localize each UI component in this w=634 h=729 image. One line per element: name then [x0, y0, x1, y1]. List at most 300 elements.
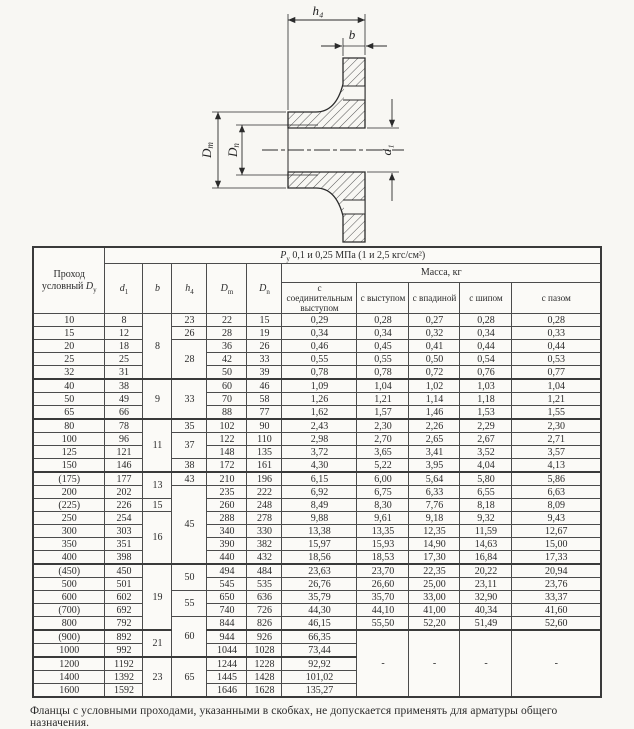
- table-cell: 200: [33, 486, 105, 499]
- table-cell: 15: [247, 314, 282, 327]
- table-row: [33, 630, 601, 644]
- table-cell: 3,57: [512, 446, 601, 459]
- table-row: [33, 525, 601, 538]
- table-cell: 146: [105, 459, 143, 473]
- table-cell: 44,30: [282, 604, 357, 617]
- table-cell: 135: [247, 446, 282, 459]
- table-cell: 25: [105, 353, 143, 366]
- table-cell: 28: [207, 327, 247, 340]
- table-cell: 5,64: [409, 472, 460, 486]
- table-cell: 350: [33, 538, 105, 551]
- table-cell: 636: [247, 591, 282, 604]
- table-cell: 65: [172, 657, 207, 697]
- table-cell: 400: [33, 551, 105, 565]
- table-cell: 38: [172, 459, 207, 473]
- table-cell: 1244: [207, 657, 247, 671]
- table-cell: 55: [172, 591, 207, 617]
- table-cell: 135,27: [282, 684, 357, 698]
- table-cell: 740: [207, 604, 247, 617]
- table-cell: 13,35: [357, 525, 409, 538]
- table-row: [33, 327, 601, 340]
- table-row: [33, 578, 601, 591]
- table-cell: 535: [247, 578, 282, 591]
- table-cell: 2,67: [460, 433, 512, 446]
- table-cell: 32,90: [460, 591, 512, 604]
- table-cell: 288: [207, 512, 247, 525]
- table-cell: 60: [172, 617, 207, 658]
- table-cell: 4,13: [512, 459, 601, 473]
- table-cell: 0,44: [512, 340, 601, 353]
- table-cell: 3,52: [460, 446, 512, 459]
- table-cell: 8: [143, 314, 172, 380]
- table-cell: 9,43: [512, 512, 601, 525]
- table-cell: 8,09: [512, 499, 601, 512]
- table-cell: 12,67: [512, 525, 601, 538]
- table-cell: 1,21: [357, 393, 409, 406]
- table-cell: 4,30: [282, 459, 357, 473]
- table-cell: 23: [143, 657, 172, 697]
- header-Dm: $D_m$: [207, 264, 247, 314]
- table-cell: 4,04: [460, 459, 512, 473]
- table-cell: 161: [247, 459, 282, 473]
- table-cell: 15: [143, 499, 172, 512]
- table-row: [33, 379, 601, 393]
- table-cell: 440: [207, 551, 247, 565]
- table-cell: 80: [33, 419, 105, 433]
- table-cell: 6,15: [282, 472, 357, 486]
- table-cell: 41,00: [409, 604, 460, 617]
- table-cell: 2,43: [282, 419, 357, 433]
- table-cell: 1,53: [460, 406, 512, 420]
- table-cell: 1646: [207, 684, 247, 698]
- table-cell: 77: [247, 406, 282, 420]
- table-cell: (225): [33, 499, 105, 512]
- header-d1: $d_1$: [105, 264, 143, 314]
- table-cell: 398: [105, 551, 143, 565]
- table-cell: 7,76: [409, 499, 460, 512]
- table-cell: 6,33: [409, 486, 460, 499]
- table-cell: 1445: [207, 671, 247, 684]
- table-cell: 122: [207, 433, 247, 446]
- table-cell: 9,61: [357, 512, 409, 525]
- table-body: [33, 314, 601, 698]
- table-cell: 0,41: [409, 340, 460, 353]
- table-cell: 102: [207, 419, 247, 433]
- table-cell: 494: [207, 564, 247, 578]
- table-cell: 340: [207, 525, 247, 538]
- table-cell: 20,94: [512, 564, 601, 578]
- table-cell: 2,98: [282, 433, 357, 446]
- table-cell: 35: [172, 419, 207, 433]
- table-cell: -: [357, 630, 409, 697]
- header-mass-col-4: с пазом: [512, 283, 601, 314]
- table-cell: 66: [105, 406, 143, 420]
- table-cell: 692: [105, 604, 143, 617]
- table-cell: 60: [207, 379, 247, 393]
- dim-label-Dm: Dm: [199, 142, 215, 158]
- table-cell: 1628: [247, 684, 282, 698]
- table-cell: -: [460, 630, 512, 697]
- table-row: [33, 551, 601, 565]
- table-cell: 33,00: [409, 591, 460, 604]
- table-cell: 826: [247, 617, 282, 631]
- table-cell: 2,29: [460, 419, 512, 433]
- header-Dn: $D_n$: [247, 264, 282, 314]
- table-cell: 25: [33, 353, 105, 366]
- table-cell: 484: [247, 564, 282, 578]
- table-cell: 3,41: [409, 446, 460, 459]
- table-cell: 18: [105, 340, 143, 353]
- table-cell: 33: [247, 353, 282, 366]
- table-cell: 892: [105, 630, 143, 644]
- table-cell: -: [409, 630, 460, 697]
- table-cell: 78: [105, 419, 143, 433]
- table-cell: 58: [247, 393, 282, 406]
- table-cell: 260: [207, 499, 247, 512]
- table-cell: 3,72: [282, 446, 357, 459]
- table-cell: 0,50: [409, 353, 460, 366]
- table-cell: 15,97: [282, 538, 357, 551]
- table-cell: 55,50: [357, 617, 409, 631]
- table-cell: 0,46: [282, 340, 357, 353]
- table-cell: 15: [33, 327, 105, 340]
- table-row: [33, 604, 601, 617]
- table-cell: 210: [207, 472, 247, 486]
- table-cell: 602: [105, 591, 143, 604]
- table-cell: 944: [207, 630, 247, 644]
- table-cell: 23,70: [357, 564, 409, 578]
- table-cell: 382: [247, 538, 282, 551]
- table-cell: 172: [207, 459, 247, 473]
- table-cell: 450: [105, 564, 143, 578]
- table-cell: 9,18: [409, 512, 460, 525]
- table-cell: 121: [105, 446, 143, 459]
- header-pass: Проход условный $D_y$: [33, 247, 105, 314]
- table-cell: 18,56: [282, 551, 357, 565]
- table-cell: 46: [247, 379, 282, 393]
- table-cell: 26,76: [282, 578, 357, 591]
- table-cell: 300: [33, 525, 105, 538]
- table-cell: 19: [247, 327, 282, 340]
- table-cell: 2,30: [357, 419, 409, 433]
- table-cell: 26: [172, 327, 207, 340]
- table-row: [33, 314, 601, 327]
- table-cell: 15,93: [357, 538, 409, 551]
- table-cell: 11,59: [460, 525, 512, 538]
- table-cell: 12: [105, 327, 143, 340]
- table-cell: 9: [143, 379, 172, 419]
- table-cell: 1428: [247, 671, 282, 684]
- table-cell: 1600: [33, 684, 105, 698]
- dim-label-d1: d₁: [379, 144, 394, 156]
- table-cell: 22: [207, 314, 247, 327]
- table-cell: 8,30: [357, 499, 409, 512]
- table-cell: 150: [33, 459, 105, 473]
- table-cell: 5,22: [357, 459, 409, 473]
- table-cell: 390: [207, 538, 247, 551]
- table-row: [33, 486, 601, 499]
- table-cell: 42: [207, 353, 247, 366]
- table-cell: 0,54: [460, 353, 512, 366]
- table-cell: 2,71: [512, 433, 601, 446]
- table-cell: 16: [143, 512, 172, 565]
- table-cell: 330: [247, 525, 282, 538]
- table-cell: 10: [33, 314, 105, 327]
- table-cell: 545: [207, 578, 247, 591]
- table-cell: 13,38: [282, 525, 357, 538]
- table-cell: 17,30: [409, 551, 460, 565]
- table-cell: 15,00: [512, 538, 601, 551]
- table-cell: 1,21: [512, 393, 601, 406]
- table-cell: 351: [105, 538, 143, 551]
- table-cell: 43: [172, 472, 207, 486]
- table-cell: 33,37: [512, 591, 601, 604]
- table-cell: 40,34: [460, 604, 512, 617]
- table-cell: 196: [247, 472, 282, 486]
- table-row: [33, 499, 601, 512]
- table-cell: 0,55: [357, 353, 409, 366]
- table-cell: 432: [247, 551, 282, 565]
- table-cell: 1228: [247, 657, 282, 671]
- table-cell: 1392: [105, 671, 143, 684]
- table-cell: 38: [105, 379, 143, 393]
- table-cell: 20,22: [460, 564, 512, 578]
- table-cell: 500: [33, 578, 105, 591]
- table-cell: 46,15: [282, 617, 357, 631]
- table-cell: 148: [207, 446, 247, 459]
- table-row: [33, 538, 601, 551]
- table-cell: 0,27: [409, 314, 460, 327]
- table-cell: 96: [105, 433, 143, 446]
- table-cell: 6,75: [357, 486, 409, 499]
- table-cell: 23,11: [460, 578, 512, 591]
- table-cell: 66,35: [282, 630, 357, 644]
- table-cell: 1592: [105, 684, 143, 698]
- table-cell: 0,78: [357, 366, 409, 380]
- table-row: [33, 433, 601, 446]
- table-cell: 1,57: [357, 406, 409, 420]
- table-cell: 0,34: [460, 327, 512, 340]
- table-cell: 5,80: [460, 472, 512, 486]
- table-cell: 1,14: [409, 393, 460, 406]
- flange-table: [32, 246, 602, 698]
- table-cell: 31: [105, 366, 143, 380]
- table-cell: 52,60: [512, 617, 601, 631]
- header-mass: Масса, кг: [282, 264, 601, 283]
- table-cell: 26: [247, 340, 282, 353]
- table-cell: 50: [207, 366, 247, 380]
- table-cell: 1,04: [357, 379, 409, 393]
- table-cell: 125: [33, 446, 105, 459]
- table-cell: 992: [105, 644, 143, 658]
- table-cell: 45: [172, 486, 207, 565]
- table-cell: 39: [247, 366, 282, 380]
- table-cell: 0,32: [409, 327, 460, 340]
- table-cell: 226: [105, 499, 143, 512]
- table-cell: 16,84: [460, 551, 512, 565]
- table-cell: 3,65: [357, 446, 409, 459]
- table-cell: 1400: [33, 671, 105, 684]
- table-cell: 14,90: [409, 538, 460, 551]
- table-cell: 650: [207, 591, 247, 604]
- table-cell: 1000: [33, 644, 105, 658]
- table-row: [33, 353, 601, 366]
- table-row: [33, 406, 601, 420]
- table-cell: 9,88: [282, 512, 357, 525]
- table-cell: 11: [143, 419, 172, 472]
- table-row: [33, 591, 601, 604]
- table-cell: 110: [247, 433, 282, 446]
- header-h4: $h_4$: [172, 264, 207, 314]
- table-cell: 0,29: [282, 314, 357, 327]
- table-cell: 0,72: [409, 366, 460, 380]
- table-cell: 33: [172, 379, 207, 419]
- table-cell: 12,35: [409, 525, 460, 538]
- table-cell: 177: [105, 472, 143, 486]
- table-row: [33, 393, 601, 406]
- table-cell: 8: [105, 314, 143, 327]
- table-cell: 235: [207, 486, 247, 499]
- table-cell: 0,45: [357, 340, 409, 353]
- table-row: [33, 564, 601, 578]
- table-row: [33, 617, 601, 631]
- table-cell: 1044: [207, 644, 247, 658]
- dim-label-b: b: [348, 27, 356, 42]
- table-cell: 202: [105, 486, 143, 499]
- table-cell: 1,62: [282, 406, 357, 420]
- table-row: [33, 340, 601, 353]
- table-cell: 792: [105, 617, 143, 631]
- table-cell: 100: [33, 433, 105, 446]
- table-cell: 37: [172, 433, 207, 459]
- table-cell: 90: [247, 419, 282, 433]
- table-cell: 50: [172, 564, 207, 591]
- table-row: [33, 472, 601, 486]
- table-cell: 1,09: [282, 379, 357, 393]
- table-cell: 18,53: [357, 551, 409, 565]
- table-cell: (450): [33, 564, 105, 578]
- header-b: b: [143, 264, 172, 314]
- table-cell: 248: [247, 499, 282, 512]
- dim-label-h4: h₄: [312, 3, 324, 18]
- table-cell: 23,76: [512, 578, 601, 591]
- table-cell: (900): [33, 630, 105, 644]
- table-cell: 1,46: [409, 406, 460, 420]
- table-cell: 73,44: [282, 644, 357, 658]
- table-cell: 26,60: [357, 578, 409, 591]
- header-pressure: $P_у$ 0,1 и 0,25 МПа (1 и 2,5 кгс/см²): [105, 247, 601, 264]
- table-cell: 0,78: [282, 366, 357, 380]
- table-cell: 35,79: [282, 591, 357, 604]
- table-cell: 6,00: [357, 472, 409, 486]
- table-row: [33, 459, 601, 473]
- table-cell: 2,26: [409, 419, 460, 433]
- table-cell: 36: [207, 340, 247, 353]
- table-cell: -: [512, 630, 601, 697]
- table-cell: 0,53: [512, 353, 601, 366]
- table-cell: 9,32: [460, 512, 512, 525]
- table-cell: 0,28: [357, 314, 409, 327]
- table-cell: 20: [33, 340, 105, 353]
- table-row: [33, 419, 601, 433]
- table-cell: 3,95: [409, 459, 460, 473]
- table-cell: 22,35: [409, 564, 460, 578]
- table-cell: 25,00: [409, 578, 460, 591]
- table-cell: 1,55: [512, 406, 601, 420]
- table-cell: 17,33: [512, 551, 601, 565]
- table-cell: 8,18: [460, 499, 512, 512]
- footnote: Фланцы с условными проходами, указанными в скобках, не допускается применять для арматуры общего назначения.: [30, 705, 558, 729]
- table-row: [33, 512, 601, 525]
- table-cell: 2,70: [357, 433, 409, 446]
- table-cell: 44,10: [357, 604, 409, 617]
- table-cell: 250: [33, 512, 105, 525]
- table-cell: 1,03: [460, 379, 512, 393]
- table-cell: 844: [207, 617, 247, 631]
- table-cell: 2,30: [512, 419, 601, 433]
- flange-drawing: [0, 0, 634, 246]
- header-mass-col-0: с соединительным выступом: [282, 283, 357, 314]
- table-cell: 278: [247, 512, 282, 525]
- table-cell: 303: [105, 525, 143, 538]
- table-cell: 6,92: [282, 486, 357, 499]
- table-cell: 1,04: [512, 379, 601, 393]
- table-cell: 21: [143, 630, 172, 657]
- table-row: [33, 366, 601, 380]
- table-cell: 23: [172, 314, 207, 327]
- table-cell: 14,63: [460, 538, 512, 551]
- table-cell: 254: [105, 512, 143, 525]
- table-cell: 52,20: [409, 617, 460, 631]
- table-cell: 101,02: [282, 671, 357, 684]
- table-cell: 92,92: [282, 657, 357, 671]
- table-cell: 1192: [105, 657, 143, 671]
- table-cell: (700): [33, 604, 105, 617]
- table-cell: 0,34: [357, 327, 409, 340]
- table-cell: 13: [143, 472, 172, 499]
- table-cell: 35,70: [357, 591, 409, 604]
- table-cell: 49: [105, 393, 143, 406]
- table-cell: 1,18: [460, 393, 512, 406]
- table-cell: 800: [33, 617, 105, 631]
- table-cell: 41,60: [512, 604, 601, 617]
- table-cell: 600: [33, 591, 105, 604]
- header-mass-col-2: с впадиной: [409, 283, 460, 314]
- table-cell: 23,63: [282, 564, 357, 578]
- table-cell: 51,49: [460, 617, 512, 631]
- table-cell: 5,86: [512, 472, 601, 486]
- table-cell: (175): [33, 472, 105, 486]
- table-cell: 0,28: [512, 314, 601, 327]
- table-cell: 0,76: [460, 366, 512, 380]
- table-cell: 1200: [33, 657, 105, 671]
- table-cell: 6,55: [460, 486, 512, 499]
- table-cell: 0,28: [460, 314, 512, 327]
- table-cell: 926: [247, 630, 282, 644]
- table-row: [33, 446, 601, 459]
- table-cell: 8,49: [282, 499, 357, 512]
- table-cell: 1,26: [282, 393, 357, 406]
- table-cell: 28: [172, 340, 207, 380]
- table-cell: 0,55: [282, 353, 357, 366]
- table-cell: 65: [33, 406, 105, 420]
- table-cell: 726: [247, 604, 282, 617]
- table-cell: 40: [33, 379, 105, 393]
- table-cell: 50: [33, 393, 105, 406]
- table-cell: 0,44: [460, 340, 512, 353]
- table-cell: 2,65: [409, 433, 460, 446]
- table-cell: 222: [247, 486, 282, 499]
